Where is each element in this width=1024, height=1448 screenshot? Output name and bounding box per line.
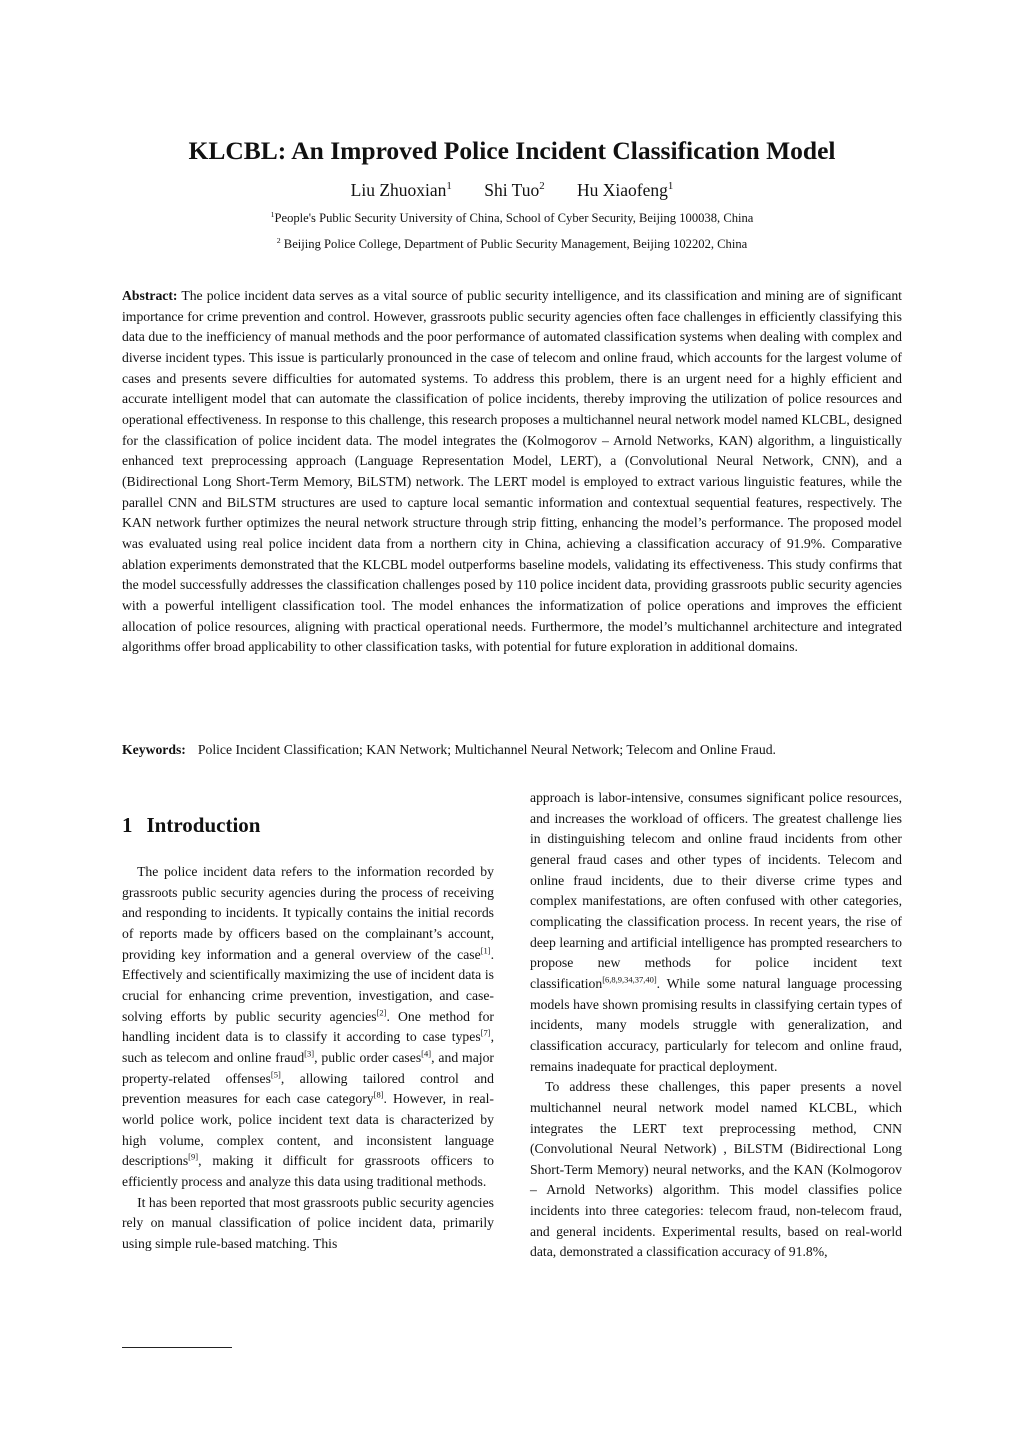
body-text: approach is labor-intensive, consumes significant police resources, and increases the workload of officers. The greatest challenge lies in distinguishing telecom and online fraud incidents from other general fraud cases and other types of incidents. Telecom and online fraud incidents, due to their diverse crime types and complex manifestations, are often confused with other categories, complicating the classification process. In recent years, the rise of deep learning and artificial intelligence has prompted researchers to propose new methods for police incident text classification [530, 790, 902, 991]
abstract-text: The police incident data serves as a vital source of public security intelligence, and its classification and mining are of significant importance for crime prevention and control. However, grassroots public security agencies often face challenges in efficiently classifying this data due to the inefficiency of manual methods and the poor performance of automated classification systems when dealing with complex and diverse incident types. This issue is particularly pronounced in the case of telecom and online fraud, which accounts for the largest volume of cases and presents severe difficulties for automated systems. To address this problem, there is an urgent need for a highly efficient and accurate intelligent model that can automate the classification of police incidents, thereby improving the utilization of police resources and operational effectiveness. In response to this challenge, this research proposes a multichannel neural network model named KLCBL, designed for the classification of police incident data. The model integrates the (Kolmogorov – Arnold Networks, KAN) algorithm, a linguistically enhanced text preprocessing approach (Language Representation Model, LERT), a (Convolutional Neural Network, CNN), and a (Bidirectional Long Short-Term Memory, BiLSTM) network. The LERT model is employed to extract various linguistic features, while the parallel CNN and BiLSTM structures are used to capture local semantic information and contextual sequential features, respectively. The KAN network further optimizes the neural network structure through strip fitting, enhancing the model’s performance. The proposed model was evaluated using real police incident data from a northern city in China, achieving a classification accuracy of 91.9%. Comparative ablation experiments demonstrated that the KLCBL model outperforms baseline models, validating its effectiveness. This study confirms that the model successfully addresses the classification challenges posed by 110 police incident data, providing grassroots public security agencies with a powerful intelligent classification tool. The model enhances the informatization of police operations and improves the efficient allocation of police resources, aligning with practical operational needs. Furthermore, the model’s multichannel architecture and integrated algorithms offer broad applicability to other classification tasks, with potential for future exploration in additional domains. [122, 288, 902, 655]
author-list [0, 177, 1024, 203]
body-text: , public order cases [314, 1049, 422, 1065]
body-text: . While some natural language processing models have shown promising results in classifying certain types of incidents, many models struggle with generalization, and classification accuracy, particularly for telecom and online fraud, remains inadequate for practical deployment. [530, 975, 902, 1074]
paragraph [122, 862, 494, 1193]
citation[interactable]: [9] [188, 1151, 199, 1162]
affiliation-mark: 2 [276, 235, 281, 245]
author-name: Hu Xiaofeng [577, 180, 668, 200]
citation[interactable]: [1] [480, 945, 491, 956]
keywords [122, 740, 902, 760]
author [577, 177, 673, 203]
section-number: 1 [122, 813, 133, 837]
citation[interactable]: [5] [270, 1069, 281, 1079]
affiliation-mark: 1 [270, 209, 275, 219]
paragraph [122, 1193, 494, 1255]
author-affiliation-mark: 1 [667, 180, 674, 193]
right-column [530, 788, 902, 1263]
author-name: Liu Zhuoxian [350, 180, 447, 200]
body-text: , allowing tailored control and prevention measures for each case category [122, 1070, 494, 1107]
affiliation-text: Beijing Police College, Department of Public Security Management, Beijing 102202, China [280, 237, 748, 251]
section-title: Introduction [146, 813, 261, 837]
abstract [122, 286, 902, 658]
citation[interactable]: [2] [376, 1007, 387, 1018]
paper-title: KLCBL: An Improved Police Incident Classification Model [188, 136, 836, 165]
body-text: , and major property-related offenses [122, 1049, 494, 1086]
section-heading-introduction [122, 810, 260, 840]
affiliation-1 [0, 209, 1024, 227]
footnote-rule [122, 1347, 232, 1348]
affiliation-2 [0, 235, 1024, 253]
body-text: It has been reported that most grassroots public security agencies rely on manual classification of police incident data, primarily using simple rule-based matching. This [122, 1194, 494, 1251]
abstract-label: Abstract: [122, 288, 178, 303]
author-affiliation-mark: 1 [446, 180, 452, 193]
body-text: , making it difficult for grassroots officers to efficiently process and analyze this data using traditional methods. [122, 1153, 494, 1189]
body-text: . One method for handling incident data is to classify it according to case types [122, 1008, 494, 1045]
paragraph: To address these challenges, this paper presents a novel multichannel neural network model named KLCBL, which integrates the LERT text preprocessing method, CNN (Convolutional Neural Network) , BiLSTM (Bidirectional Long Short-Term Memory) neural networks, and the KAN (Kolmogorov – Arnold Networks) algorithm. This model classifies police incidents into three categories: telecom fraud, non-telecom fraud, and general incidents. Experimental results, based on real-world data, demonstrated a classification accuracy of 91.8%, [530, 1079, 902, 1260]
paragraph-continued [530, 788, 902, 1077]
author [351, 177, 452, 203]
keywords-text: Police Incident Classification; KAN Network; Multichannel Neural Network; Telecom and Online Fraud. [197, 742, 776, 757]
affiliation-text: People's Public Security University of China, School of Cyber Security, Beijing 100038, China [274, 211, 754, 225]
author [484, 177, 544, 203]
author-affiliation-mark: 2 [539, 180, 545, 193]
author-name: Shi Tuo [484, 180, 540, 200]
body-text: , such as telecom and online fraud [122, 1029, 494, 1065]
body-text: . However, in real-world police work, police incident text data is characterized by high volume, complex content, and inconsistent language descriptions [122, 1091, 494, 1169]
citation[interactable]: [4] [421, 1048, 432, 1059]
body-text: The police incident data refers to the information recorded by grassroots public security agencies during the process of receiving and responding to incidents. It typically contains the initial records of reports made by officers based on the complainant’s account, providing key information and a general overview of the case [122, 864, 494, 962]
citation[interactable]: [8] [373, 1089, 384, 1100]
citation[interactable]: [6,8,9,34,37,40] [602, 974, 657, 985]
citation[interactable]: [7] [480, 1027, 491, 1038]
citation[interactable]: [3] [304, 1048, 315, 1059]
left-column [122, 862, 494, 1254]
body-text: . Effectively and scientifically maximizing the use of incident data is crucial for enhancing crime prevention, investigation, and case-solving efforts by public security agencies [122, 946, 494, 1024]
keywords-label: Keywords: [122, 742, 186, 757]
